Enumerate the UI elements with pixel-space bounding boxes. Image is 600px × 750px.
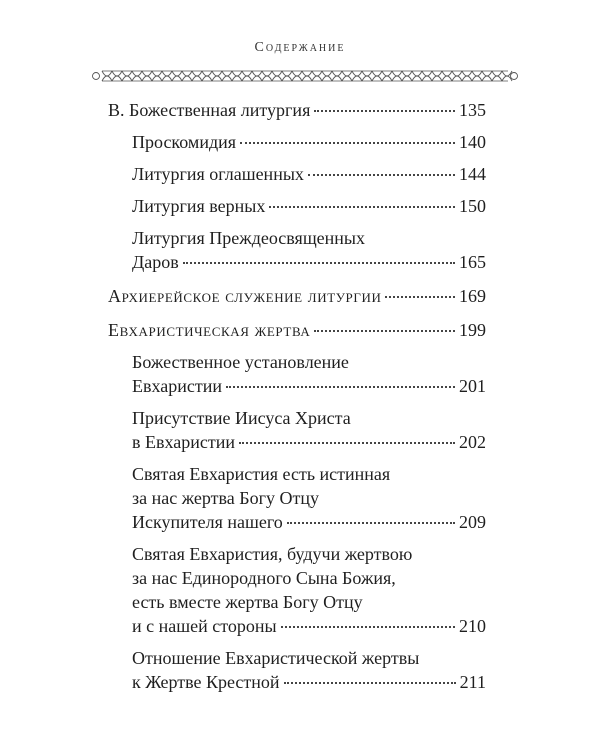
dot-leader <box>226 385 455 388</box>
dot-leader <box>308 173 455 176</box>
dot-leader <box>269 205 455 208</box>
toc-entry <box>108 542 486 638</box>
toc-entry-title-line: Литургия оглашенных <box>132 164 304 184</box>
toc-entry-title-line: Проскомидия <box>132 132 237 152</box>
toc-entry <box>108 350 486 398</box>
toc-entry-title-line: и с нашей стороны <box>132 616 277 636</box>
toc-entry <box>108 226 486 274</box>
toc-entry <box>108 318 486 342</box>
toc-entry-title-line: Евхаристии <box>132 376 222 396</box>
page-number: 202 <box>459 432 486 452</box>
toc-entry-title-line: Святая Евхаристия есть истинная <box>132 464 391 484</box>
toc-entry <box>108 406 486 454</box>
page-number: 169 <box>459 286 486 306</box>
page-number: 165 <box>459 252 486 272</box>
dot-leader <box>281 625 455 628</box>
dot-leader <box>239 441 455 444</box>
dot-leader <box>240 141 455 144</box>
toc-entry <box>108 162 486 186</box>
toc-entry-title-line: Святая Евхаристия, будучи жертвою <box>132 544 413 564</box>
dot-leader <box>284 681 456 684</box>
page-number: 199 <box>459 320 486 340</box>
page-number: 210 <box>459 616 486 636</box>
toc-entry <box>108 98 486 122</box>
toc-entry-row <box>132 250 486 274</box>
toc-entry-row <box>132 430 486 454</box>
dot-leader <box>287 521 455 524</box>
toc-entry-title-line: Евхаристическая жертва <box>108 320 311 340</box>
toc-entry-title-line: Литургия верных <box>132 196 266 216</box>
table-of-contents <box>108 98 486 702</box>
page-number: 209 <box>459 512 486 532</box>
ornamental-divider <box>90 67 520 85</box>
page-number: 150 <box>459 196 486 216</box>
page-number: 201 <box>459 376 486 396</box>
toc-entry <box>108 646 486 694</box>
toc-entry-row <box>132 162 486 186</box>
toc-entry-title-line: Присутствие Иисуса Христа <box>132 408 351 428</box>
toc-entry-row <box>132 614 486 638</box>
page-number: 140 <box>459 132 486 152</box>
toc-entry-title-line: есть вместе жертва Богу Отцу <box>132 592 363 612</box>
toc-entry-title-line: Отношение Евхаристической жертвы <box>132 648 420 668</box>
toc-entry-title-line: Искупителя нашего <box>132 512 283 532</box>
toc-entry-title-line: Даров <box>132 252 179 272</box>
page-number: 211 <box>459 672 486 692</box>
toc-entry-row <box>108 318 486 342</box>
toc-entry-row <box>108 284 486 308</box>
toc-entry-title-line: Литургия Преждеосвященных <box>132 228 366 248</box>
dot-leader <box>183 261 455 264</box>
dot-leader <box>314 329 455 332</box>
dot-leader <box>385 295 455 298</box>
toc-entry-title-line: в Евхаристии <box>132 432 235 452</box>
toc-entry <box>108 462 486 534</box>
toc-entry <box>108 194 486 218</box>
toc-entry-row <box>132 510 486 534</box>
toc-entry <box>108 130 486 154</box>
toc-entry-title-line: Архиерейское служение литургии <box>108 286 382 306</box>
toc-entry-title-line: Божественное установление <box>132 352 349 372</box>
toc-entry-row <box>132 670 486 694</box>
toc-entry-title-line: В. Божественная литургия <box>108 100 311 120</box>
toc-entry-title-line: за нас Единородного Сына Божия, <box>132 568 396 588</box>
page-number: 135 <box>459 100 486 120</box>
toc-entry-title-line: за нас жертва Богу Отцу <box>132 488 319 508</box>
toc-entry-row <box>132 130 486 154</box>
running-head: Содержание <box>254 40 346 55</box>
toc-entry <box>108 284 486 308</box>
toc-entry-title-line: к Жертве Крестной <box>132 672 280 692</box>
toc-entry-row <box>132 194 486 218</box>
dot-leader <box>314 109 455 112</box>
toc-entry-row <box>132 374 486 398</box>
page-number: 144 <box>459 164 486 184</box>
toc-entry-row <box>108 98 486 122</box>
